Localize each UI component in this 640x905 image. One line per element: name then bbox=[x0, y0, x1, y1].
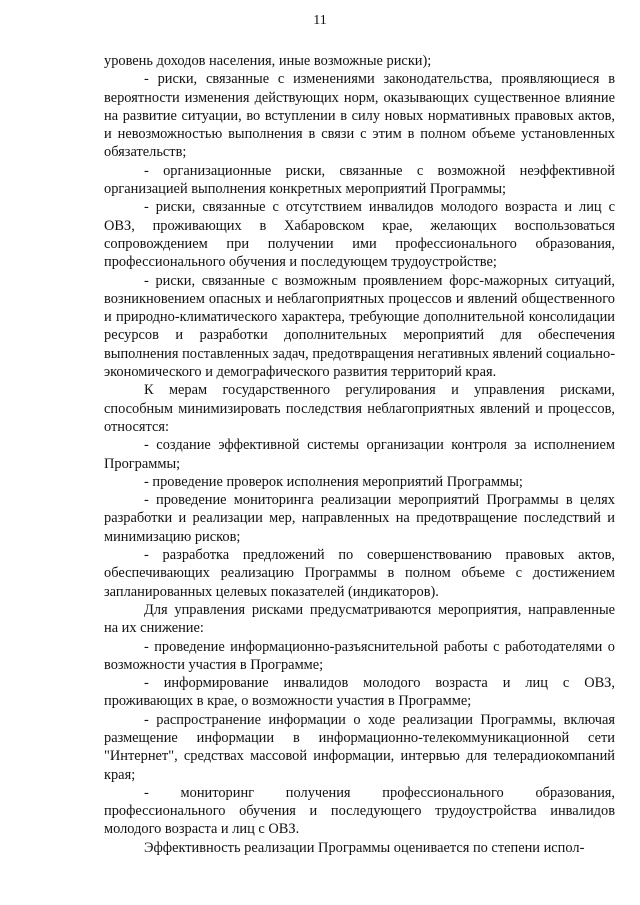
paragraph: - создание эффективной системы организации контроля за исполнением Программы; bbox=[104, 437, 615, 472]
paragraph: К мерам государственного регулирования и управления рисками, способным минимизировать последствия неблагоприятных явлений и процессов, относятся: bbox=[104, 382, 615, 435]
paragraph: - риски, связанные с возможным проявлением форс-мажорных ситуаций, возникновением опасных и неблагоприятных процессов и явлений общественного и природно-климатического характера, требующие дополнительной консолидации ресурсов и разработки дополнительных мероприятий для обеспечения выполнения поставленных задач, предотвращения негативных явлений социально-экономического и демографического развития территорий края. bbox=[104, 272, 615, 381]
paragraph: - проведение информационно-разъяснительной работы с работодателями о возможности участия в Программе; bbox=[104, 638, 615, 673]
paragraph: - проведение мониторинга реализации мероприятий Программы в целях разработки и реализации мер, направленных на предотвращение последствий и минимизацию рисков; bbox=[104, 492, 615, 545]
paragraph: - риски, связанные с изменениями законодательства, проявляющиеся в вероятности изменения действующих норм, оказывающих существенное влияние на развитие ситуации, во вступлении в силу новых нормативных правовых актов, и невозможностью выполнения в связи с этим в полном объеме установленных обязательств; bbox=[104, 71, 615, 161]
paragraph: - организационные риски, связанные с возможной неэффективной организацией выполнения конкретных мероприятий Программы; bbox=[104, 162, 615, 198]
page-number: 11 bbox=[313, 13, 327, 28]
paragraph: - проведение проверок исполнения мероприятий Программы; bbox=[144, 473, 523, 490]
paragraph: уровень доходов населения, иные возможные риски); bbox=[104, 53, 432, 69]
body-text bbox=[104, 52, 615, 857]
paragraph: Для управления рисками предусматриваются мероприятия, направленные на их снижение: bbox=[104, 601, 615, 637]
paragraph: Эффективность реализации Программы оценивается по степени испол- bbox=[144, 839, 585, 856]
paragraph: - риски, связанные с отсутствием инвалидов молодого возраста и лиц с ОВЗ, проживающих в Хабаровском крае, желающих воспользоваться сопровождением при получении ими профессионального образования, профессионального обучения и последующем трудоустройстве; bbox=[104, 199, 615, 271]
paragraph: - распространение информации о ходе реализации Программы, включая размещение информации в информационно-телекоммуникационной сети "Интернет", средствах массовой информации, интервью для телерадиокомпаний края; bbox=[104, 711, 615, 783]
paragraph: - информирование инвалидов молодого возраста и лиц с ОВЗ, проживающих в крае, о возможности участия в Программе; bbox=[104, 675, 615, 710]
paragraph: - разработка предложений по совершенствованию правовых актов, обеспечивающих реализацию Программы в полном объеме с достижением запланированных целевых показателей (индикаторов). bbox=[104, 547, 615, 600]
paragraph: - мониторинг получения профессионального образования, профессионального обучения и последующего трудоустройства инвалидов молодого возраста и лиц с ОВЗ. bbox=[104, 784, 615, 838]
